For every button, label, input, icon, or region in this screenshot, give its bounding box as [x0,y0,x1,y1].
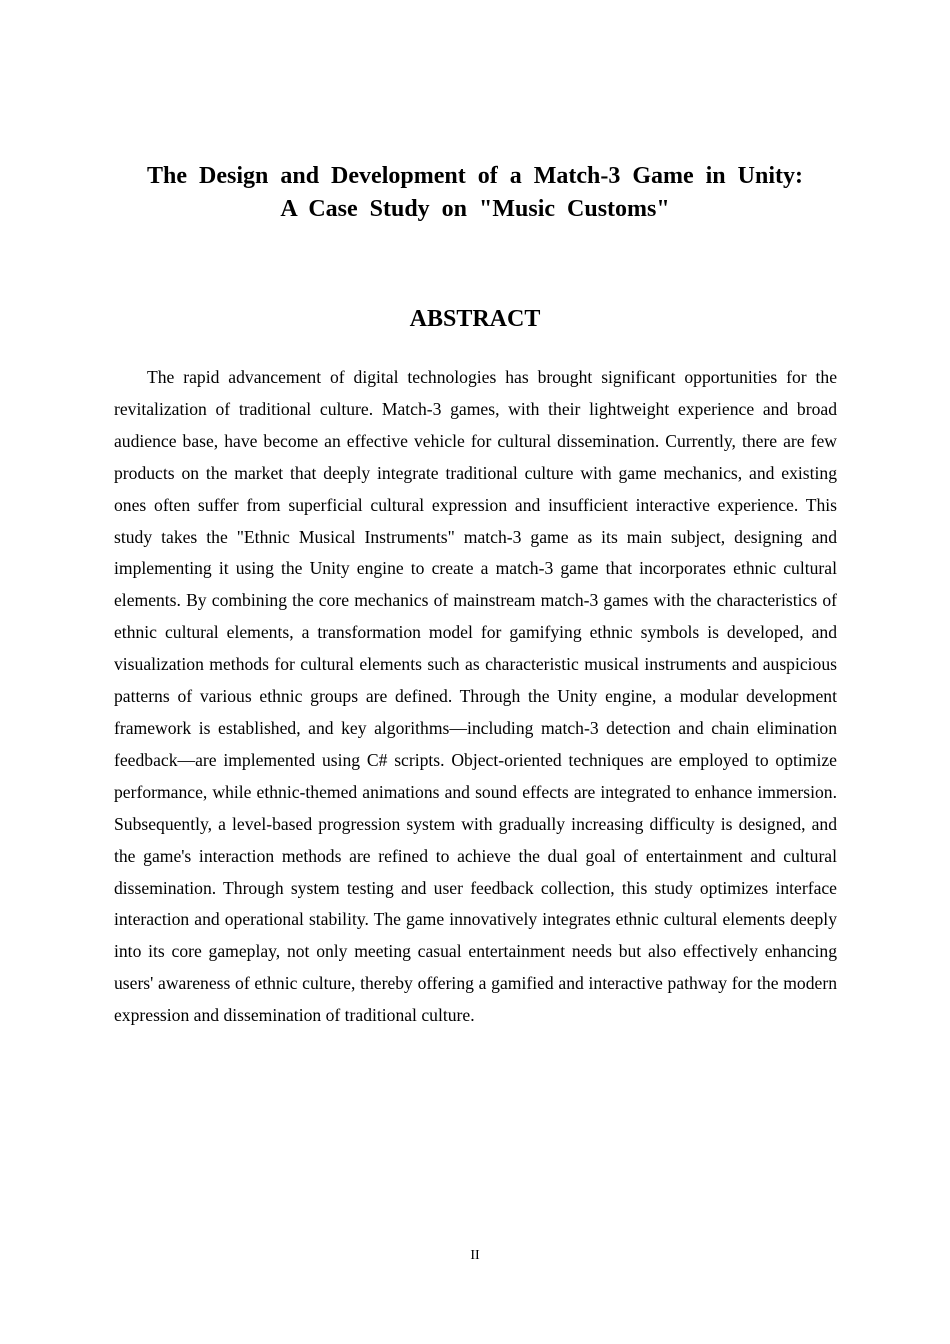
paper-title-line-2: A Case Study on "Music Customs" [280,196,670,222]
abstract-body: The rapid advancement of digital technologies has brought significant opportunities for the revitalization of traditional culture. Match-3 games, with their lightweight experience and broad audience base, have become an effective vehicle for cultural dissemination. Currently, there are few products on the market that deeply integrate traditional culture with game mechanics, and existing ones often suffer from superficial cultural expression and insufficient interactive experience. This study takes the "Ethnic Musical Instruments" match-3 game as its main subject, designing and implementing it using the Unity engine to create a match-3 game that incorporates ethnic cultural elements. By combining the core mechanics of mainstream match-3 games with the characteristics of ethnic cultural elements, a transformation model for gamifying ethnic symbols is developed, and visualization methods for cultural elements such as characteristic musical instruments and auspicious patterns of various ethnic groups are defined. Through the Unity engine, a modular development framework is established, and key algorithms—including match-3 detection and chain elimination feedback—are implemented using C# scripts. Object-oriented techniques are employed to optimize performance, while ethnic-themed animations and sound effects are integrated to enhance immersion. Subsequently, a level-based progression system with gradually increasing difficulty is designed, and the game's interaction methods are refined to achieve the dual goal of entertainment and cultural dissemination. Through system testing and user feedback collection, this study optimizes interface interaction and operational stability. The game innovatively integrates ethnic cultural elements deeply into its core gameplay, not only meeting casual entertainment needs but also effectively enhancing users' awareness of ethnic culture, thereby offering a gamified and interactive pathway for the modern expression and dissemination of traditional culture. [114,367,837,1026]
abstract-heading: ABSTRACT [409,306,541,332]
paper-title [115,160,835,226]
paper-title-line-1: The Design and Development of a Match-3 Game in Unity: [147,163,803,189]
page-number: II [470,1248,480,1263]
